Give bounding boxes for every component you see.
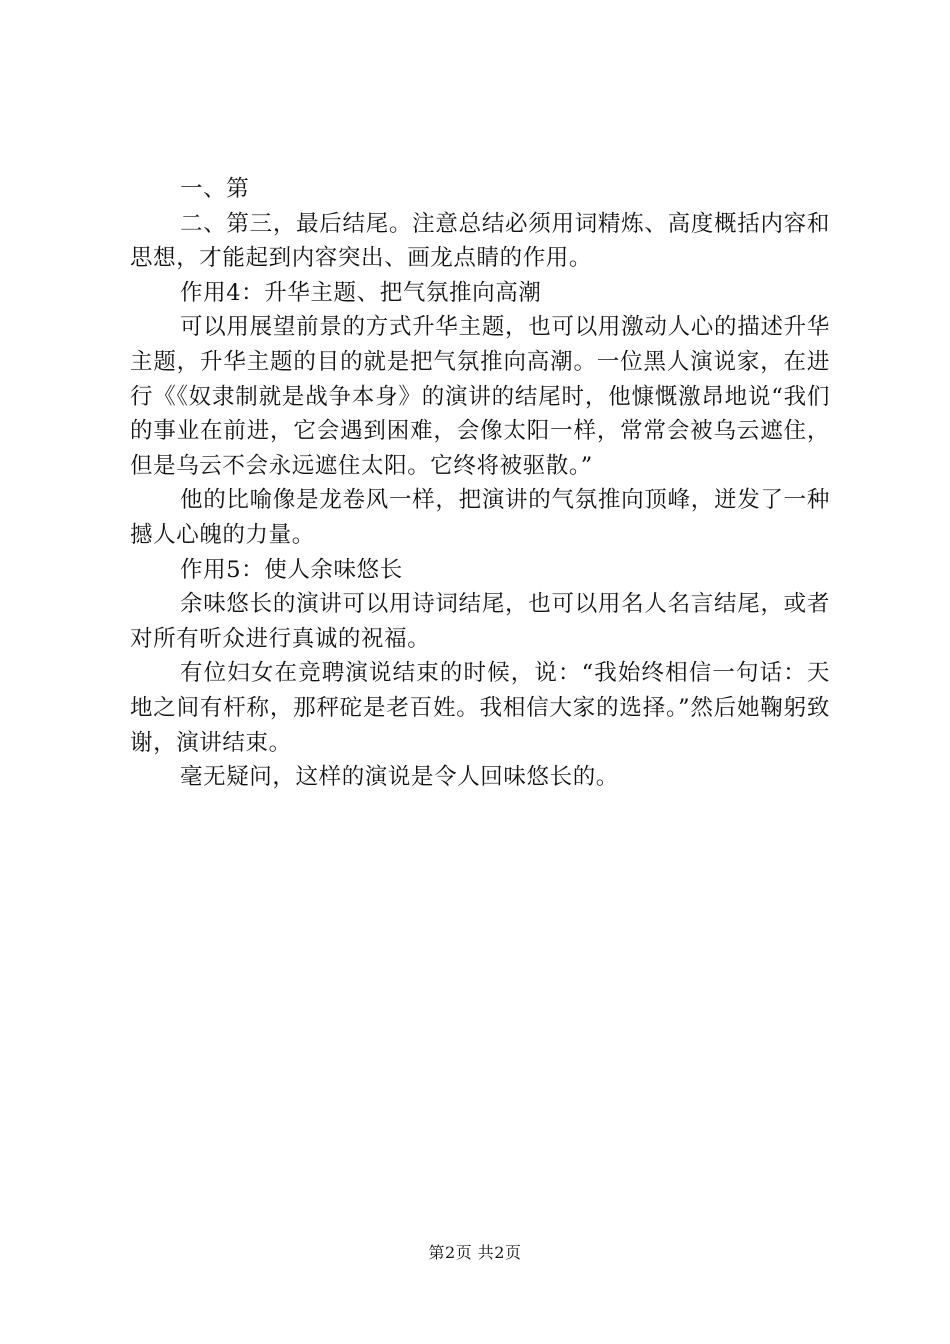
paragraph: 一、第 (180, 176, 250, 202)
document-body (130, 172, 830, 795)
paragraph: 毫无疑问，这样的演说是令人回味悠长的。 (180, 764, 619, 791)
paragraph: 可以用展望前景的方式升华主题，也可以用激动人心的描述升华主题，升华主题的目的就是把气氛推向高潮。一位黑人演说家，在进行《《奴隶制就是战争本身》的演讲的结尾时，他慷慨激昂地说“我们的事业在前进，它会遇到困难，会像太阳一样，常常会被乌云遮住，但是乌云不会永远遮住太阳。它终将被驱散。” (130, 314, 830, 479)
paragraph: 二、第三，最后结尾。注意总结必须用词精炼、高度概括内容和思想，才能起到内容突出、画龙点睛的作用。 (130, 210, 830, 272)
paragraph: 他的比喻像是龙卷风一样，把演讲的气氛推向顶峰，迸发了一种撼人心魄的力量。 (130, 487, 830, 548)
paragraph: 余味悠长的演讲可以用诗词结尾，也可以用名人名言结尾，或者对所有听众进行真诚的祝福。 (130, 591, 830, 652)
paragraph: 有位妇女在竞聘演说结束的时候，说：“我始终相信一句话：天地之间有杆称，那秤砣是老百姓。我相信大家的选择。”然后她鞠躬致谢，演讲结束。 (130, 660, 830, 756)
section-heading: 作用4：升华主题、把气氛推向高潮 (180, 279, 542, 306)
page-footer: 第2页 共2页 (428, 1243, 522, 1262)
section-heading: 作用5：使人余味悠长 (180, 556, 403, 583)
